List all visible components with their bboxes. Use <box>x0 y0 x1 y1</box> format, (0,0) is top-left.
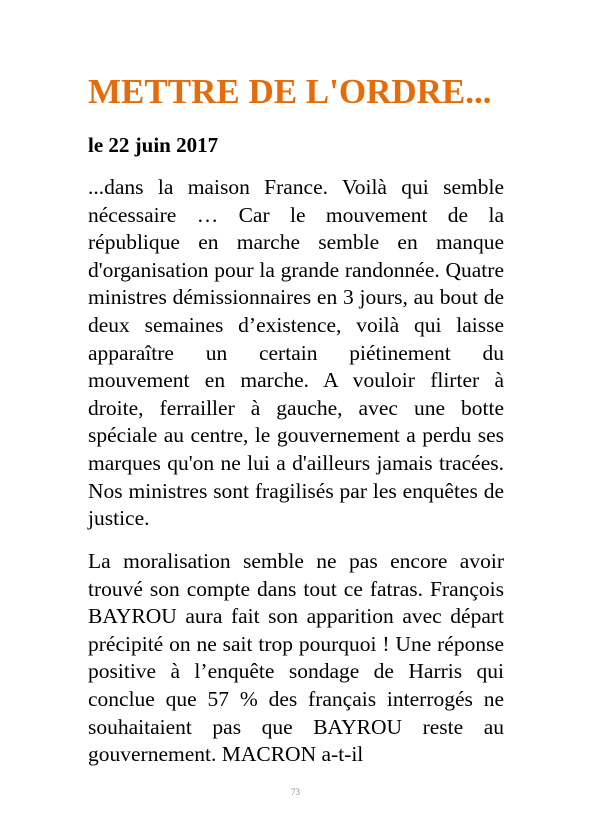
page-number: 73 <box>291 787 300 797</box>
page-title: METTRE DE L'ORDRE... <box>88 72 492 111</box>
article-date: le 22 juin 2017 <box>88 133 219 157</box>
body-paragraph-2: La moralisation semble ne pas encore avoir trouvé son compte dans tout ce fatras. François BAYROU aura fait son apparition avec départ précipité on ne sait trop pourquoi ! Une réponse positive à l’enquête sondage de Harris qui conclue que 57 % des français interrogés ne souhaitaient pas que BAYROU reste au gouvernement. MACRON a-t-il <box>88 549 504 767</box>
body-paragraph-1: ...dans la maison France. Voilà qui semble nécessaire … Car le mouvement de la république en marche semble en manque d'organisation pour la grande randonnée. Quatre ministres démissionnaires en 3 jours, au bout de deux semaines d’existence, voilà qui laisse apparaître un certain piétinement du mouvement en marche. A vouloir flirter à droite, ferrailler à gauche, avec une botte spéciale au centre, le gouvernement a perdu ses marques qu'on ne lui a d'ailleurs jamais tracées. Nos ministres sont fragilisés par les enquêtes de justice. <box>88 175 504 531</box>
